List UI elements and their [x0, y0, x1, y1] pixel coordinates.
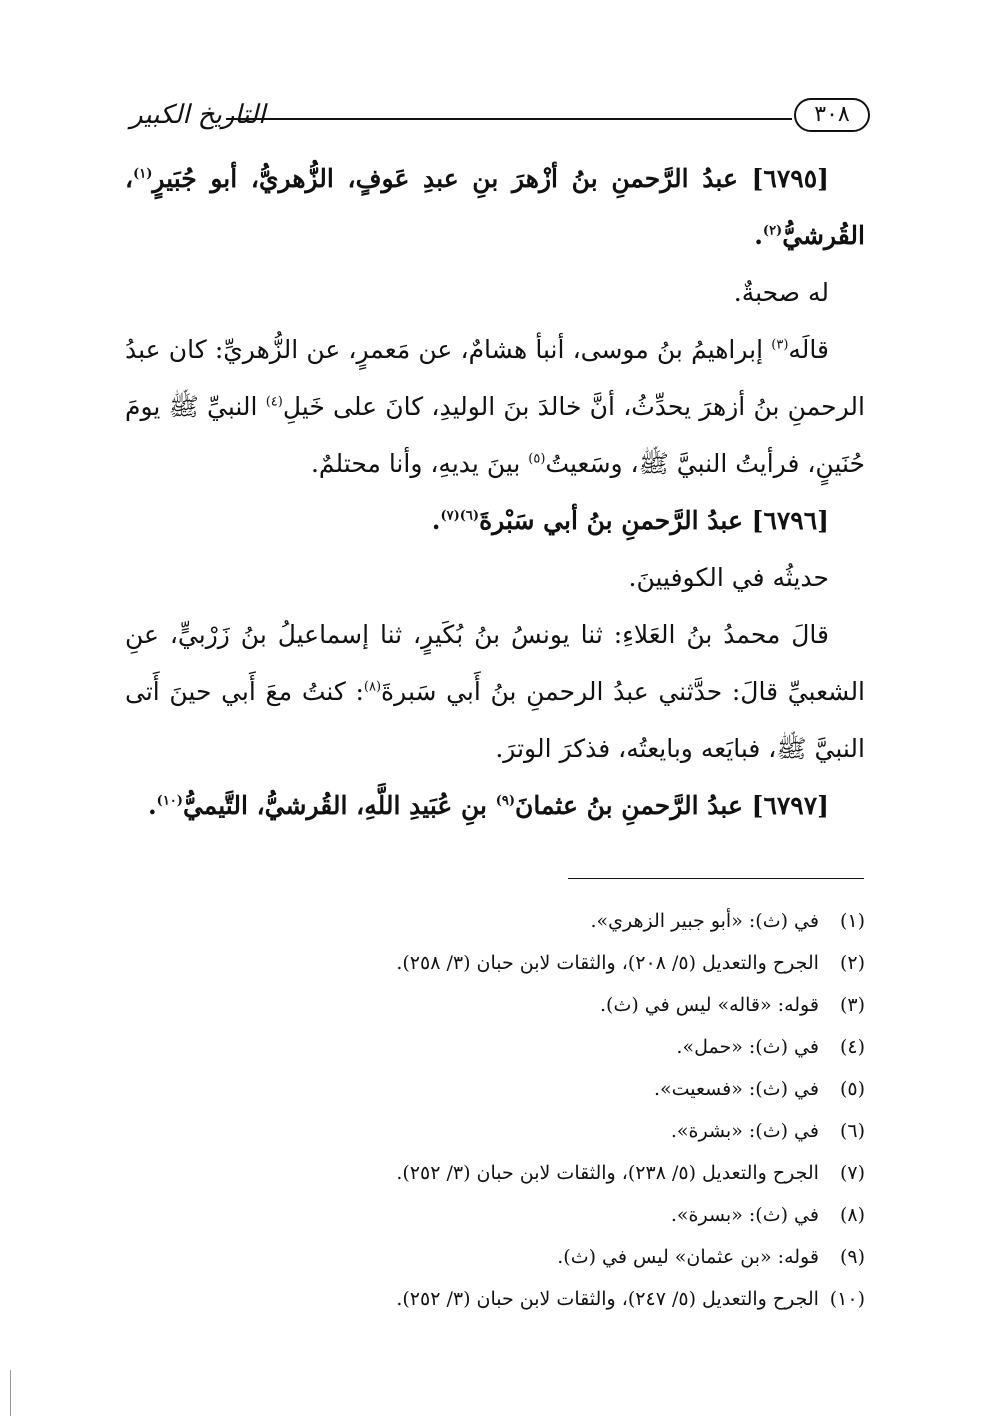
text-run: بينَ يديهِ، وأنا محتلمٌ.	[310, 449, 529, 478]
footnote	[125, 1110, 865, 1152]
footnote-text: في (ث): «فسعيت».	[653, 1078, 819, 1100]
footnote	[125, 1026, 865, 1068]
entry-number: [٦٧٩٥]	[751, 164, 829, 193]
footnote-text: قوله: «بن عثمان» ليس في (ث).	[557, 1246, 819, 1268]
footnote-text: في (ث): «بشرة».	[670, 1120, 819, 1142]
footnote	[125, 900, 865, 942]
footnote-number: (٦)	[839, 1120, 865, 1142]
paragraph-sahba: له صحبةٌ.	[733, 278, 829, 307]
punctuation: .	[147, 791, 157, 820]
footnote	[125, 1152, 865, 1194]
footnote-text: الجرح والتعديل (٥/ ٢٤٧)، والثقات لابن حبان (٣/ ٢٥٢).	[396, 1288, 819, 1310]
footnote-ref[interactable]: (٣)	[771, 337, 789, 353]
footnote-number: (٨)	[839, 1204, 865, 1226]
footnote-ref[interactable]: (٥)	[528, 451, 546, 467]
page-header	[130, 96, 870, 140]
footnote-number: (١)	[839, 910, 865, 932]
entry-number: [٦٧٩٦]	[751, 506, 829, 535]
entry-6797	[125, 777, 865, 834]
book-title: التاريخ الكبير	[130, 100, 266, 130]
footnote	[125, 942, 865, 984]
footnote-text: في (ث): «أبو جبير الزهري».	[590, 910, 819, 932]
footnote-number: (٢)	[839, 952, 865, 974]
entry-name-cont: ، القُرشيُّ	[125, 164, 865, 250]
footnote	[125, 1194, 865, 1236]
footnote-text: قوله: «قاله» ليس في (ث).	[600, 994, 819, 1016]
footnote-text: في (ث): «بسرة».	[670, 1204, 819, 1226]
footnote-ref[interactable]: (٨)	[363, 679, 382, 695]
footnote-ref[interactable]: (١)	[133, 166, 153, 182]
footnote	[125, 1236, 865, 1278]
punctuation: .	[431, 506, 441, 535]
footnote-text: الجرح والتعديل (٥/ ٢٠٨)، والثقات لابن حبان (٣/ ٢٥٨).	[396, 952, 819, 974]
entry-name-cont: بنِ عُبَيدِ اللَّهِ، القُرشيُّ، التَّيميُّ	[182, 791, 496, 820]
text-run: النبيِّ ﷺ يومَ حُنَينٍ، فرأيتُ النبيَّ ﷺ، وسَعيتُ	[125, 392, 865, 478]
entry-6795	[125, 150, 865, 264]
main-text	[125, 150, 865, 834]
footnote-ref[interactable]: (٢)	[762, 223, 783, 239]
footnote-number: (٧)	[839, 1162, 865, 1184]
footnote	[125, 1068, 865, 1110]
paragraph-qalahu	[125, 321, 865, 492]
paragraph-hadith: حديثُه في الكوفيينَ.	[628, 563, 829, 592]
footnote-ref[interactable]: (١٠)	[156, 793, 183, 809]
entry-number: [٦٧٩٧]	[751, 791, 829, 820]
page-number: ٣٠٨	[794, 98, 870, 132]
footnote-text: الجرح والتعديل (٥/ ٢٣٨)، والثقات لابن حبان (٣/ ٢٥٢).	[396, 1162, 819, 1184]
entry-6796	[125, 492, 865, 549]
scan-margin-mark	[10, 1370, 21, 1416]
entry-name: عبدُ الرَّحمنِ بنُ أزْهرَ بنِ عبدِ عَوفٍ، الزُّهريُّ، أبو جُبَيرٍ	[152, 164, 738, 193]
footnote-number: (٣)	[839, 994, 865, 1016]
paragraph-qala-muhammad	[125, 606, 865, 777]
entry-name: عبدُ الرَّحمنِ بنُ أبي سَبْرةَ	[479, 506, 743, 535]
text-run: قالَه	[788, 335, 829, 364]
footnote-text: في (ث): «حمل».	[676, 1036, 819, 1058]
entry-name: عبدُ الرَّحمنِ بنُ عثمانَ	[515, 791, 743, 820]
text-run: : كنتُ معَ أَبي حينَ أَتى النبيَّ ﷺ، فبايَعه وبايعتُه، فذكرَ الوترَ.	[125, 677, 865, 763]
footnote	[125, 1278, 865, 1320]
footnote-ref[interactable]: (٩)	[495, 793, 515, 809]
footnote-number: (٤)	[839, 1036, 865, 1058]
header-rule	[226, 118, 792, 120]
text-run: قالَ محمدُ بنُ العَلاءِ: ثنا يونسُ بنُ بُكَيرٍ، ثنا إسماعيلُ بنُ زَرْبيٍّ، عنِ الشعبيِّ قالَ: حدَّثني عبدُ الرحمنِ بنُ أَبي سَبرةَ	[125, 620, 866, 706]
footnote-ref[interactable]: (٦)(٧)	[440, 508, 480, 524]
footnote-number: (٥)	[839, 1078, 865, 1100]
footnote-separator	[568, 878, 864, 879]
text-run: إبراهيمُ بنُ موسى، أنبأ هشامٌ، عن مَعمرٍ، عن الزُّهريِّ: كان عبدُ الرحمنِ بنُ أزهرَ يحدِّثُ، أنَّ خالدَ بنَ الوليدِ، كانَ على خَيلِ	[125, 335, 865, 421]
footnote-ref[interactable]: (٤)	[265, 394, 283, 410]
punctuation: .	[754, 221, 763, 250]
footnote	[125, 984, 865, 1026]
footnote-number: (٩)	[839, 1246, 865, 1268]
footnotes	[125, 900, 865, 1320]
footnote-number: (١٠)	[829, 1288, 865, 1310]
